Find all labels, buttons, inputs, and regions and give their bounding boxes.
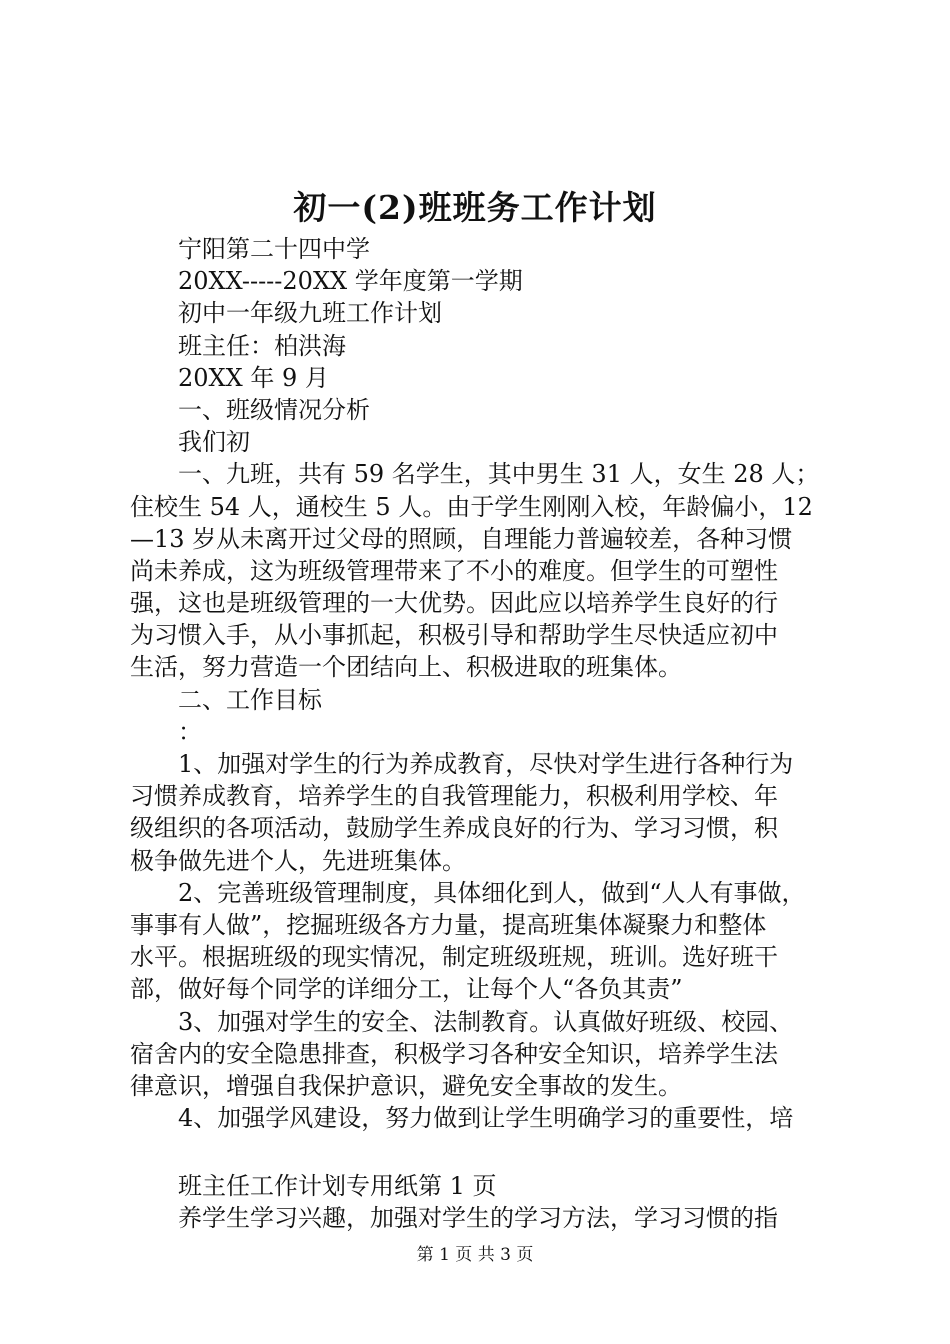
section1-intro: 我们初: [178, 428, 250, 457]
school-name: 宁阳第二十四中学: [178, 235, 370, 263]
goal1-line: 极争做先进个人，先进班集体。: [130, 846, 466, 875]
goal3-line: 宿舍内的安全隐患排查，积极学习各种安全知识，培养学生法: [130, 1039, 778, 1068]
section2-colon: ：: [178, 717, 202, 746]
goal3-line: 律意识，增强自我保护意识，避免安全事故的发生。: [130, 1071, 682, 1100]
para1-line: 一、九班，共有 59 名学生，其中男生 31 人，女生 28 人；: [178, 460, 820, 489]
goal4-line: 4、加强学风建设，努力做到让学生明确学习的重要性，培: [178, 1104, 794, 1133]
para1-line: —13 岁从未离开过父母的照顾，自理能力普遍较差，各种习惯: [130, 524, 793, 553]
document-title: 初一(2)班班务工作计划: [293, 188, 657, 227]
goal2-line: 部，做好每个同学的详细分工，让每个人“各负其责”: [130, 975, 683, 1004]
document-body: [130, 233, 830, 1235]
school-year: 20XX-----20XX 学年度第一学期: [178, 267, 523, 296]
goal1-line: 级组织的各项活动，鼓励学生养成良好的行为、学习习惯，积: [130, 814, 778, 843]
plan-date: 20XX 年 9 月: [178, 363, 329, 392]
goal2-line: 水平。根据班级的现实情况，制定班级班规，班训。选好班干: [130, 943, 778, 972]
page-break-label: 班主任工作计划专用纸第 1 页: [178, 1172, 497, 1201]
head-teacher: 班主任：柏洪海: [178, 331, 346, 360]
goal1-line: 习惯养成教育，培养学生的自我管理能力，积极利用学校、年: [130, 782, 778, 811]
continuation-line: 养学生学习兴趣，加强对学生的学习方法，学习习惯的指: [178, 1204, 778, 1233]
para1-line: 尚未养成，这为班级管理带来了不小的难度。但学生的可塑性: [130, 556, 778, 585]
para1-line: 为习惯入手，从小事抓起，积极引导和帮助学生尽快适应初中: [130, 621, 778, 650]
goal2-line: 事事有人做”，挖掘班级各方力量，提高班集体凝聚力和整体: [130, 910, 767, 939]
section1-heading: 一、班级情况分析: [178, 395, 370, 424]
section2-heading: 二、工作目标: [178, 685, 322, 714]
para1-line: 生活，努力营造一个团结向上、积极进取的班集体。: [130, 653, 682, 682]
goal2-line: 2、完善班级管理制度，具体细化到人，做到“人人有事做，: [178, 878, 806, 907]
para1-line: 强，这也是班级管理的一大优势。因此应以培养学生良好的行: [130, 589, 778, 618]
page-break-gap: [130, 1134, 830, 1170]
goal1-line: 1、加强对学生的行为养成教育，尽快对学生进行各种行为: [178, 750, 794, 778]
plan-subtitle: 初中一年级九班工作计划: [178, 299, 442, 328]
goal3-line: 3、加强对学生的安全、法制教育。认真做好班级、校园、: [178, 1007, 794, 1036]
para1-line: 住校生 54 人，通校生 5 人。由于学生刚刚入校，年龄偏小，12: [130, 492, 813, 521]
page-footer: 第 1 页 共 3 页: [416, 1245, 534, 1265]
